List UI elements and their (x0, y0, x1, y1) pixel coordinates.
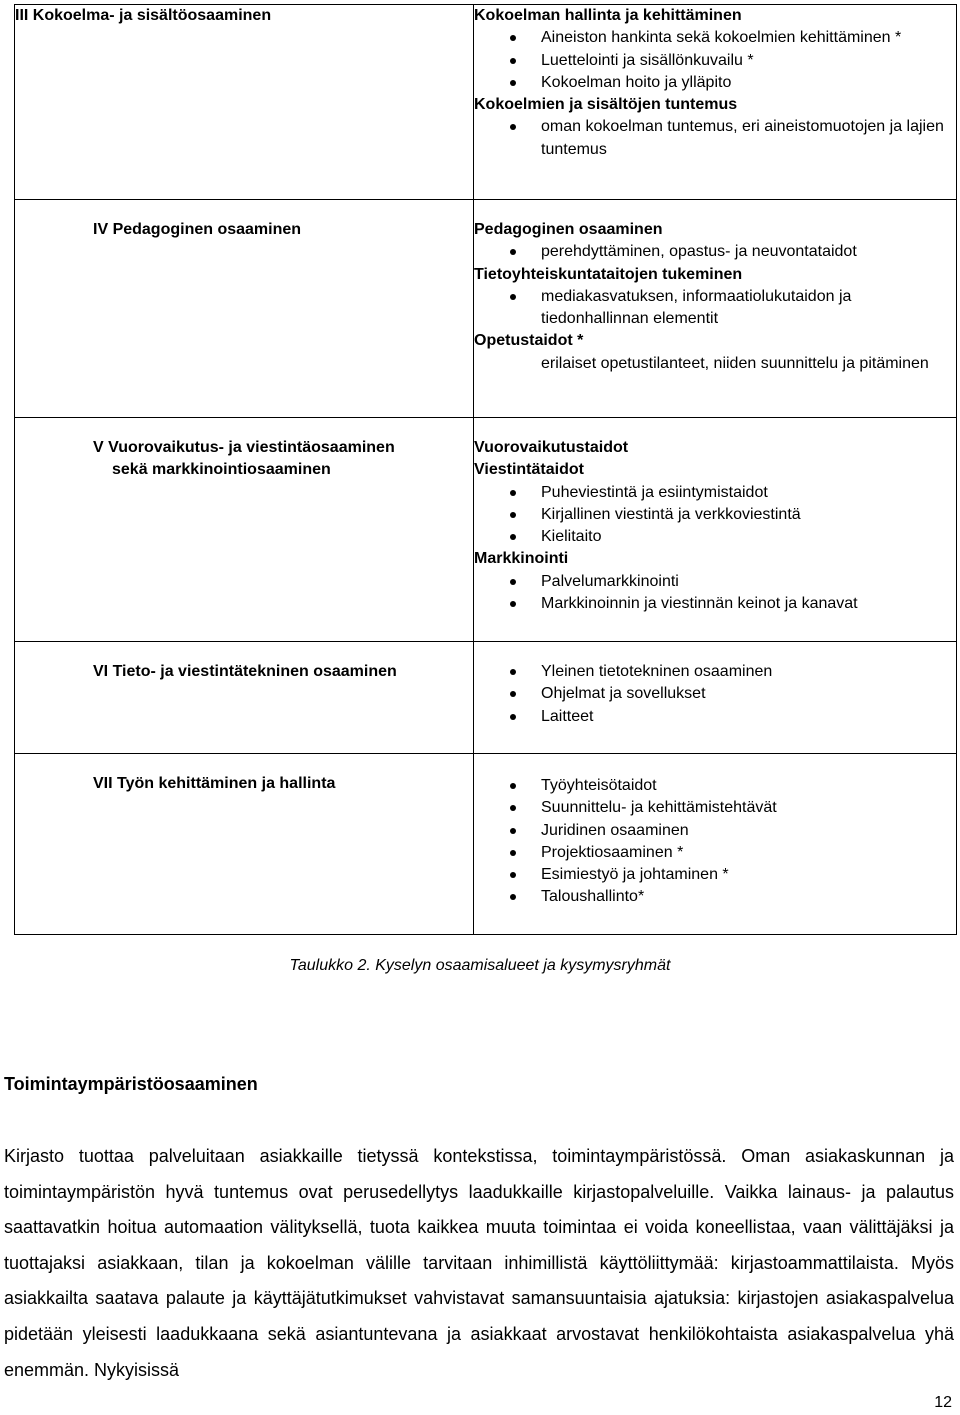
bullet-list (474, 661, 956, 728)
section-title: Toimintaympäristöosaaminen (4, 1074, 258, 1094)
area-name-cell (15, 642, 474, 754)
group-heading: Viestintätaidot (474, 461, 584, 479)
group-heading: Pedagoginen osaaminen (474, 221, 663, 238)
page-number: 12 (934, 1394, 952, 1411)
table-caption: Taulukko 2. Kyselyn osaamisalueet ja kysymysryhmät (289, 957, 671, 974)
group-heading: Opetustaidot * (474, 332, 584, 350)
list-item: Aineiston hankinta sekä kokoelmien kehittäminen * (474, 27, 956, 49)
question-group-cell (474, 642, 957, 754)
area-name: III Kokoelma- ja sisältöosaaminen (15, 7, 272, 24)
bullet-list (474, 482, 956, 549)
question-group-cell (474, 200, 957, 418)
bullet-list (474, 27, 956, 94)
list-item: Laitteet (474, 706, 956, 728)
list-item: Suunnittelu- ja kehittämistehtävät (474, 797, 956, 819)
list-item: oman kokoelman tuntemus, eri aineistomuotojen ja lajien tuntemus (474, 116, 956, 161)
area-name: IV Pedagoginen osaaminen (93, 221, 302, 238)
list-item: perehdyttäminen, opastus- ja neuvontataidot (474, 241, 956, 263)
area-name-cell (15, 200, 474, 418)
bullet-list (474, 116, 956, 161)
body-paragraph: Kirjasto tuottaa palveluitaan asiakkaille tietyssä kontekstissa, toimintaympäristössä. Oman asiakaskunnan ja toimintaympäristön hyvä tuntemus ovat perusedellytys laadukkaille kirjastopalveluille. Vaikka lainaus- ja palautus saattavatkin hoitua automaation välityksellä, tuota kaikkea muuta toimintaa ei voida koneellistaa, vaan välittäjäksi ja tuottajaksi asiakkaan, tilan ja kokoelman välille tarvitaan inhimillistä käyttöliittymää: kirjastoammattilaista. Myös asiakkailta saatava palaute ja käyttäjätutkimukset vahvistavat samansuuntaisia ajatuksia: kirjastojen asiakaspalvelua pidetään yleisesti laadukkaana sekä asiantuntevana ja asiakkaat arvostavat henkilökohtaista asiakaspalvelua yhä enemmän. Nykyisissä (4, 1146, 954, 1380)
bullet-list (474, 286, 956, 331)
area-name-cell (15, 418, 474, 642)
list-item: Kokoelman hoito ja ylläpito (474, 72, 956, 94)
bullet-list (474, 241, 956, 263)
list-item: Luettelointi ja sisällönkuvailu * (474, 50, 956, 72)
table-row (15, 754, 957, 935)
plain-item: erilaiset opetustilanteet, niiden suunnittelu ja pitäminen (541, 354, 929, 372)
competence-table (14, 4, 957, 935)
list-item: Palvelumarkkinointi (474, 571, 956, 593)
list-item: Markkinoinnin ja viestinnän keinot ja kanavat (474, 593, 956, 615)
group-heading: Markkinointi (474, 550, 569, 568)
group-heading: Kokoelman hallinta ja kehittäminen (474, 7, 742, 24)
bullet-list (474, 775, 956, 909)
area-name: VI Tieto- ja viestintätekninen osaaminen (93, 663, 397, 680)
table-row (15, 200, 957, 418)
list-item: Yleinen tietotekninen osaaminen (474, 661, 956, 683)
area-name-cell (15, 754, 474, 935)
group-heading: Tietoyhteiskuntataitojen tukeminen (474, 265, 743, 283)
area-name-cell (15, 5, 474, 200)
list-item: Taloushallinto* (474, 886, 956, 908)
area-name-line1: V Vuorovaikutus- ja viestintäosaaminen (93, 439, 395, 456)
table-row (15, 5, 957, 200)
group-heading: Kokoelmien ja sisältöjen tuntemus (474, 96, 738, 114)
list-item: Työyhteisötaidot (474, 775, 956, 797)
question-group-cell (474, 754, 957, 935)
question-group-cell (474, 5, 957, 200)
area-name: VII Työn kehittäminen ja hallinta (93, 775, 336, 792)
list-item: Projektiosaaminen * (474, 842, 956, 864)
list-item: Esimiestyö ja johtaminen * (474, 864, 956, 886)
list-item: Puheviestintä ja esiintymistaidot (474, 482, 956, 504)
bullet-list (474, 571, 956, 616)
table-row (15, 418, 957, 642)
list-item: Kirjallinen viestintä ja verkkoviestintä (474, 504, 956, 526)
table-row (15, 642, 957, 754)
list-item: Kielitaito (474, 526, 956, 548)
list-item: mediakasvatuksen, informaatiolukutaidon ja tiedonhallinnan elementit (474, 286, 956, 331)
group-heading: Vuorovaikutustaidot (474, 439, 629, 456)
list-item: Ohjelmat ja sovellukset (474, 683, 956, 705)
list-item: Juridinen osaaminen (474, 820, 956, 842)
question-group-cell (474, 418, 957, 642)
area-name-line2: sekä markkinointiosaaminen (112, 461, 331, 479)
